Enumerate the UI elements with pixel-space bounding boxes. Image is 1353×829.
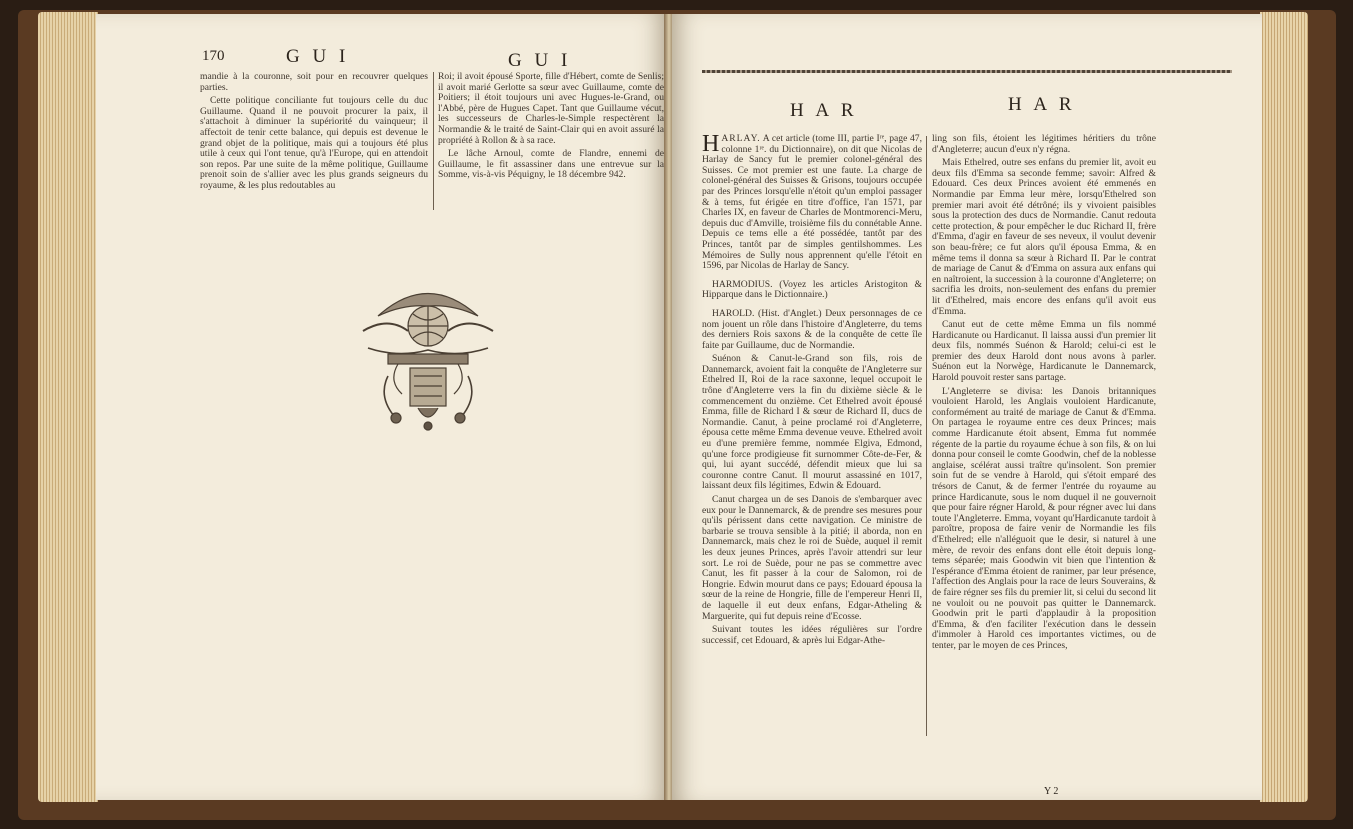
running-head-left: G U I	[286, 46, 350, 67]
paragraph: Le lâche Arnoul, comte de Flandre, ennemi de Guillaume, le fit assassiner dans une entrevue sur la Somme, vis-à-vis Péquigny, le 18 décembre 942.	[438, 148, 664, 181]
entry-harmodius: HARMODIUS. (Voyez les articles Aristogiton & Hipparque dans le Dictionnaire.)	[702, 278, 922, 301]
paragraph: ling son fils, étoient les légitimes héritiers du trône d'Angleterre; aucun d'eux n'y régna.	[932, 133, 1156, 155]
paragraph: Cette politique conciliante fut toujours celle du duc Guillaume. Quand il ne pouvoit procurer la paix, il s'attachoit à diminuer la supériorité du vainqueur; il affectoit de tenir cette balance, qui depuis est devenue le grand objet de la politique, mais qui a toujours été plus utile à ceux qui l'ont tenue, qu'à l'Europe, qui en attendoit son repos. Par une suite de la même politique, Guillaume prenoit soin de s'allier avec les plus grands seigneurs du royaume, & les plus redoutables au	[200, 95, 428, 191]
paragraph: Suénon & Canut-le-Grand son fils, rois de Dannemarck, avoient fait la conquête de l'Angleterre sur Ethelred II, Roi de la race saxonne, lequel occupoit le trône d'Angleterre vers la fin du dixième siècle & le commencement du onzième. Cet Ethelred avoit épousé Emma, fille de Richard I & sœur de Richard II, ducs de Normandie. Canut, à peine proclamé roi d'Angleterre, épousa cette même Emma devenue veuve. Ethelred avoit eu d'une première femme, nommée Elgiva, Edmond, qu'une force prodigieuse fit surnommer Côte-de-Fer, & qui, lui ayant succédé, défendit mieux que lui sa couronne contre Canut. Il mourut assassiné en 1017, laissant deux fils légitimes, Edwin & Edouard.	[702, 353, 922, 492]
entry-harlay	[702, 131, 922, 272]
paragraph: Suivant toutes les idées régulières sur l'ordre successif, cet Edouard, & après lui Edgar-Athe-	[702, 624, 922, 646]
paragraph: mandie à la couronne, soit pour en recouvrer quelques parties.	[200, 71, 428, 93]
paragraph: Mais Ethelred, outre ses enfans du premier lit, avoit eu deux fils d'Emma sa seconde femme; savoir: Alfred & Edouard. Ces deux Princes avoient été emmenés en Normandie par Emma leur mère, lorsqu'Ethelred son premier mari avoit été détrôné; ils y vivoient paisibles sous la protection des ducs de Normandie. Canut redouta cette protection, & pour empêcher le duc Richard II, frère d'Emma, d'agir en faveur de ses neveux, il voulut devenir son beau-frère; ce fut alors qu'il épousa Emma, & en même tems il donna sa sœur à Richard II. Par le contrat de mariage de Canut & d'Emma on assura aux enfans qui en naîtroient, la succession à la couronne d'Angleterre; on sacrifia les droits, non-seulement des enfans du premier lit d'Ethelred, mais encore des enfans qu'il avoit eus d'Emma.	[932, 157, 1156, 317]
entry-harold: HAROLD. (Hist. d'Anglet.) Deux personnages de ce nom jouent un rôle dans l'histoire d'Angleterre, du tems des derniers Rois saxons & de la conquête de cette île faite par Guillaume, duc de Normandie.	[702, 307, 922, 351]
head-ornament-rule	[702, 70, 1232, 73]
right-column-1	[702, 131, 922, 649]
ornament-vignette-icon	[358, 276, 498, 436]
left-column-2	[438, 72, 664, 184]
paragraph: Canut eut de cette même Emma un fils nommé Hardicanute ou Hardicanut. Il laissa aussi d'un premier lit deux fils, nommés Suénon & Harold; celui-ci est le premier des deux Harold dont nous avons à parler. Suénon eut la Norwège, Hardicanute le Dannemarck, Harold pouvoit rester sans partage.	[932, 319, 1156, 384]
right-column-2	[932, 134, 1156, 655]
column-rule	[926, 136, 927, 736]
right-page	[672, 14, 1262, 800]
entry-text: A cet article (tome III, partie Iʳᵉ, page 47, colonne 1ʳᵉ. du Dictionnaire), on dit que Nicolas de Harlay de Sancy fut le premier colonel-général des Suisses. Ce mot premier est une faute. La charge de colonel-général des Suisses & Grisons, toujours occupée par des Princes lorsqu'elle n'étoit qu'un emploi passager & à tems, fut érigée en titre d'office, l'an 1571, par Charles IX, en faveur de Charles de Montmorenci-Meru, depuis duc d'Amville, troisième fils du connétable Anne. Depuis ce tems elle a été possédée, tantôt par des Princes, tantôt par de simples gentilshommes. Les Mémoires de Sully nous apprennent qu'elle l'étoit en 1596, par Nicolas de Harlay de Sancy.	[702, 133, 922, 272]
column-rule	[433, 72, 434, 210]
paragraph: L'Angleterre se divisa: les Danois britanniques vouloient Harold, les Anglais vouloient Hardicanute, conformément au traité de mariage de Canut & d'Emma. On partagea le royaume entre ces deux Princes; mais comme Hardicanute étoit absent, Emma fut nommée régente de la partie du royaume échue à son fils, & on lui donna pour conseil le comte Goodwin, chef de la noblesse anglaise, scélérat aussi traître qu'insolent. Son premier soin fut de se vendre à Harold, qui s'étoit emparé des trésors de Canut, & de fermer l'entrée du royaume au prince Hardicanute, sous le nom duquel il ne gouvernoit que pour faire régner Harold, & pour régner avec lui dans toute l'Angleterre. Emma, voyant qu'Hardicanute tardoit à paroître, proposa de faire venir de Normandie les fils d'Ethelred; elle n'alléguoit que le desir, si naturel à une mère, de revoir des enfans dont elle étoit depuis long-tems séparée; mais Goodwin vit bien que l'intention & l'espérance d'Emma étoient de ranimer, par leur présence, l'affection des Anglais pour la race de leurs Souverains, & de faire régner ses fils du premier lit, si celui du second lit ne vouloit ou ne pouvoit pas quitter le Dannemarck. Goodwin prit le parti d'applaudir à la proposition d'Emma, & d'en faciliter l'exécution dans le dessein d'immoler à Harold ces importantes victimes, ou de tenter, par le moyen de ces Princes,	[932, 385, 1156, 651]
paragraph: Roi; il avoit épousé Sporte, fille d'Hébert, comte de Senlis; il avoit marié Gerlotte sa sœur avec Guillaume, comte de Poitiers; il étoit toujours uni avec Hugues-le-Grand, ou l'Abbé, père de Hugues Capet. Tant que Guillaume vécut, les successeurs de Charles-le-Simple respectèrent la Normandie & le traité de Saint-Clair qui en avoit assuré la propriété à Rollon & à sa race.	[438, 71, 664, 146]
running-head-right: G U I	[508, 50, 572, 71]
signature-mark: Y 2	[1044, 786, 1059, 797]
entry-heading: ARLAY.	[721, 133, 761, 144]
running-head-left: H A R	[790, 100, 858, 121]
drop-cap: H	[702, 131, 720, 157]
left-page	[96, 14, 666, 800]
paragraph: Canut chargea un de ses Danois de s'embarquer avec eux pour le Dannemarck, & de prendre ses mesures pour qu'ils périssent dans cette navigation. Ce ministre de barbarie se trouva sensible à la pitié; il aborda, non en Dannemarck, mais chez le roi de Suède, auquel il remit les deux jeunes Princes, après l'avoir attendri sur leur sort. Le roi de Suède, pour ne pas se commettre avec Canut, les fit passer à la cour de Salomon, roi de Hongrie. Edwin mourut dans ce pays; Edouard épousa la sœur de la reine de Hongrie, fille de l'empereur Henri II, de laquelle il eut deux enfans, Edgar-Atheling & Marguerite, qui fut depuis reine d'Ecosse.	[702, 494, 922, 622]
left-column-1	[200, 72, 428, 195]
right-page-edges	[1260, 12, 1308, 802]
left-page-edges	[38, 12, 98, 802]
running-head-right: H A R	[1008, 94, 1076, 115]
page-number: 170	[202, 48, 225, 64]
